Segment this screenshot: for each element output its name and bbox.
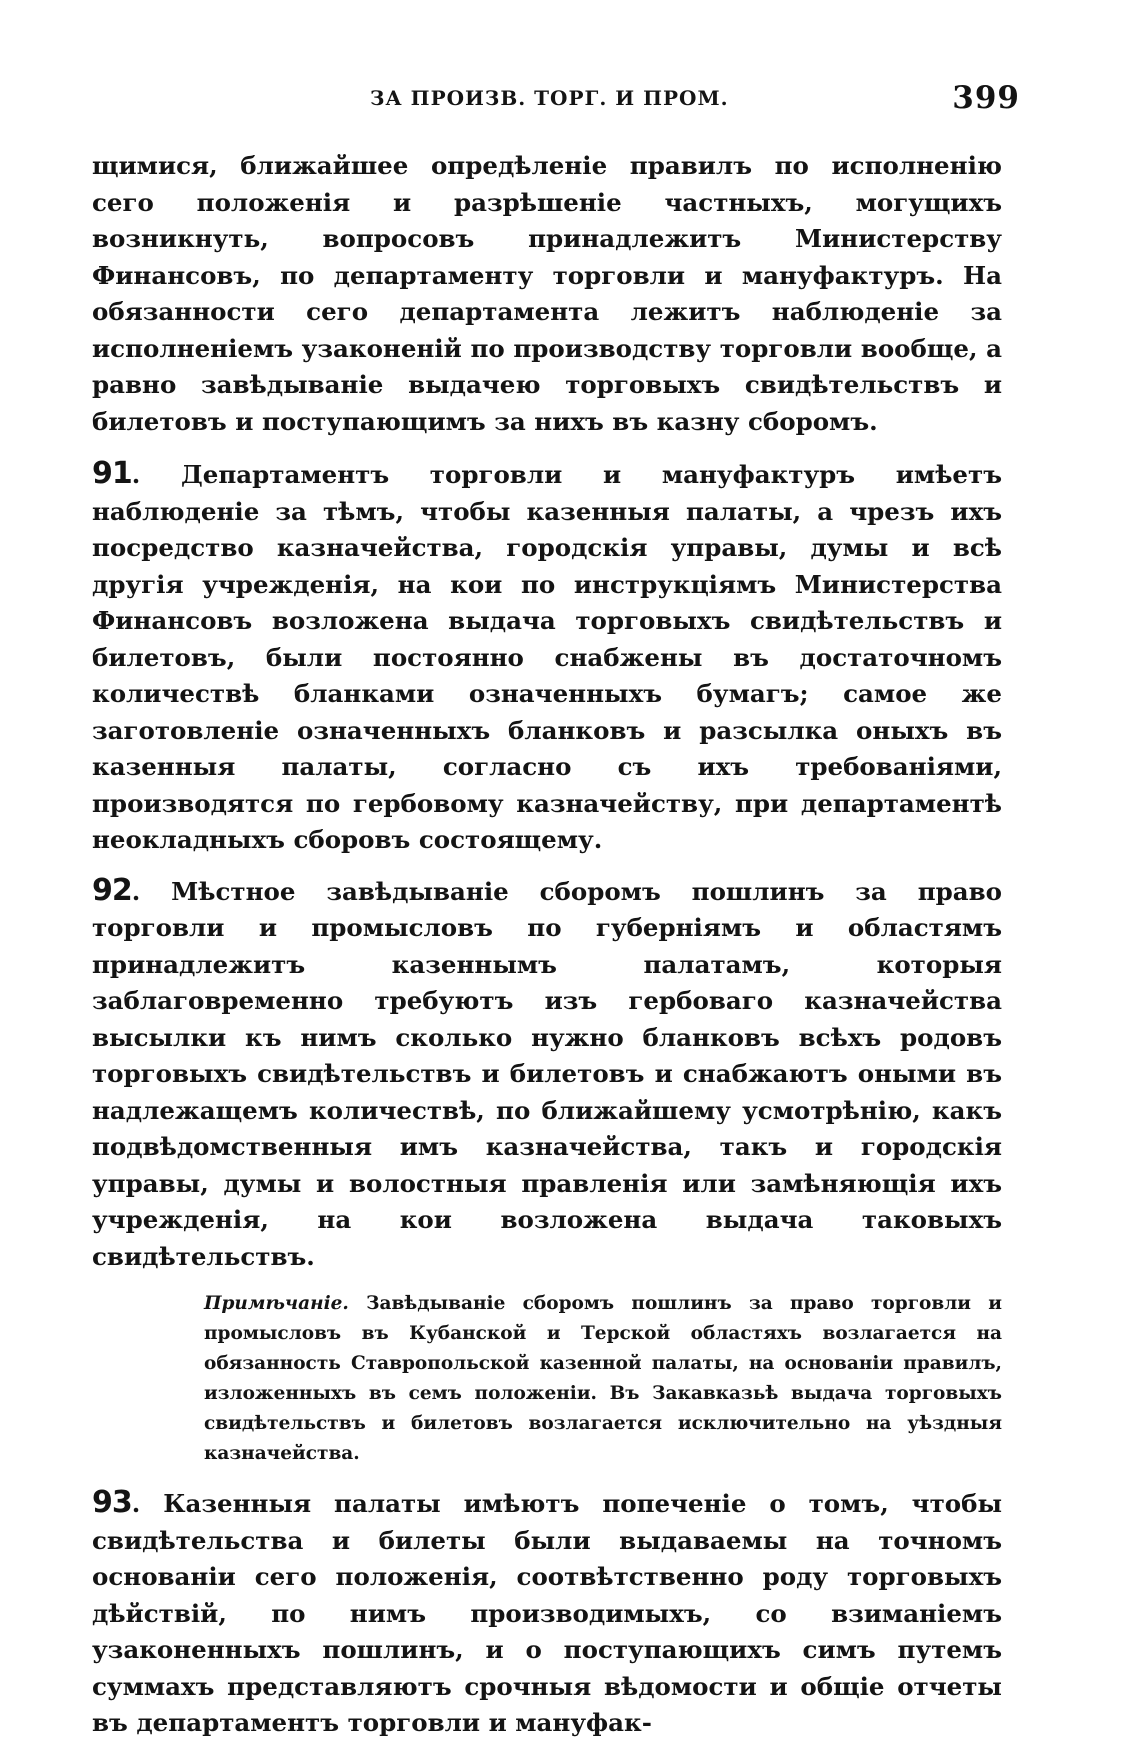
article-91: 91. Департаментъ торговли и мануфактуръ имѣетъ наблюденіе за тѣмъ, чтобы казенныя палаты, а чрезъ ихъ посредство казначейства, городскія управы, думы и всѣ другія учрежденія, на кои по инструкціямъ Министерства Финансовъ возложена выдача торговыхъ свидѣтельствъ и билетовъ, были постоянно снабжены въ достаточномъ количествѣ бланками означенныхъ бумагъ; самое же заготовленіе означенныхъ бланковъ и разсылка оныхъ въ казенныя палаты, согласно съ ихъ требованіями, производятся по гербовому казначейству, при департаментѣ неокладныхъ сборовъ состоящему. [92, 456, 1002, 854]
article-text: Мѣстное завѣдываніе сборомъ пошлинъ за право торговли и промысловъ по губерніямъ и областямъ принадлежитъ казеннымъ палатамъ, которыя заблаговременно требуютъ изъ гербоваго казначейства высылки къ нимъ сколько нужно бланковъ всѣхъ родовъ торговыхъ свидѣтельствъ и билетовъ и снабжаютъ оными въ надлежащемъ количествѣ, по ближайшему усмотрѣнію, какъ подвѣдомственныя имъ казначейства, такъ и городскія управы, думы и волостныя правленія или замѣняющія ихъ учрежденія, на кои возложена выдача таковыхъ свидѣтельствъ. [92, 876, 1002, 1271]
article-text: Казенныя палаты имѣютъ попеченіе о томъ, чтобы свидѣтельства и билеты были выдаваемы на точномъ основаніи сего положенія, соотвѣтственно роду торговыхъ дѣйствій, по нимъ производимыхъ, со взиманіемъ узаконенныхъ пошлинъ, и о поступающихъ симъ путемъ суммахъ представляютъ срочныя вѣдомости и общіе отчеты въ департаментъ торговли и мануфак- [92, 1489, 1003, 1737]
page-header [370, 80, 1020, 120]
footnote-remark [92, 1289, 1002, 1469]
article-92: 92. Мѣстное завѣдываніе сборомъ пошлинъ за право торговли и промысловъ по губерніямъ и областямъ принадлежитъ казеннымъ палатамъ, которыя заблаговременно требуютъ изъ гербоваго казначейства высылки къ нимъ сколько нужно бланковъ всѣхъ родовъ торговыхъ свидѣтельствъ и билетовъ и снабжаютъ оными въ надлежащемъ количествѣ, по ближайшему усмотрѣнію, какъ подвѣдомственныя имъ казначейства, такъ и городскія управы, думы и волостныя правленія или замѣняющія ихъ учрежденія, на кои возложена выдача таковыхъ свидѣтельствъ. [92, 872, 1002, 1271]
continuation-paragraph: щимися, ближайшее опредѣленіе правилъ по исполненію сего положенія и разрѣшеніе частныхъ, могущихъ возникнуть, вопросовъ принадлежитъ Министерству Финансовъ, по департаменту торговли и мануфактуръ. На обязанности сего департамента лежитъ наблюденіе за исполненіемъ узаконеній по производству торговли вообще, а равно завѣдываніе выдачею торговыхъ свидѣтельствъ и билетовъ и поступающимъ за нихъ въ казну сборомъ. [92, 151, 1002, 436]
article-number: 91 [92, 456, 132, 491]
note-text: Завѣдываніе сборомъ пошлинъ за право торговли и промысловъ въ Кубанской и Терской областяхъ возлагается на обязанность Ставропольской казенной палаты, на основаніи правилъ, изложенныхъ въ семъ положеніи. Въ Закавказьѣ выдача торговыхъ свидѣтельствъ и билетовъ возлагается исключительно на уѣздныя казначейства. [204, 1293, 1002, 1464]
body-text [92, 148, 1002, 1756]
article-number: 93 [92, 1485, 132, 1520]
note-label: Примѣчаніе. [204, 1293, 349, 1314]
article-text: Департаментъ торговли и мануфактуръ имѣетъ наблюденіе за тѣмъ, чтобы казенныя палаты, а чрезъ ихъ посредство казначейства, городскія управы, думы и всѣ другія учрежденія, на кои по инструкціямъ Министерства Финансовъ возложена выдача торговыхъ свидѣтельствъ и билетовъ, были постоянно снабжены въ достаточномъ количествѣ бланками означенныхъ бумагъ; самое же заготовленіе означенныхъ бланковъ и разсылка оныхъ въ казенныя палаты, согласно съ ихъ требованіями, производятся по гербовому казначейству, при департаментѣ неокладныхъ сборовъ состоящему. [92, 460, 1002, 854]
article-93: 93. Казенныя палаты имѣютъ попеченіе о томъ, чтобы свидѣтельства и билеты были выдаваемы на точномъ основаніи сего положенія, соотвѣтственно роду торговыхъ дѣйствій, по нимъ производимыхъ, со взиманіемъ узаконенныхъ пошлинъ, и о поступающихъ симъ путемъ суммахъ представляютъ срочныя вѣдомости и общіе отчеты въ департаментъ торговли и мануфак- [92, 1485, 1003, 1737]
running-head: ЗА ПРОИЗВ. ТОРГ. И ПРОМ. [370, 86, 729, 110]
article-number: 92 [92, 872, 132, 908]
page-number: 399 [952, 80, 1020, 116]
